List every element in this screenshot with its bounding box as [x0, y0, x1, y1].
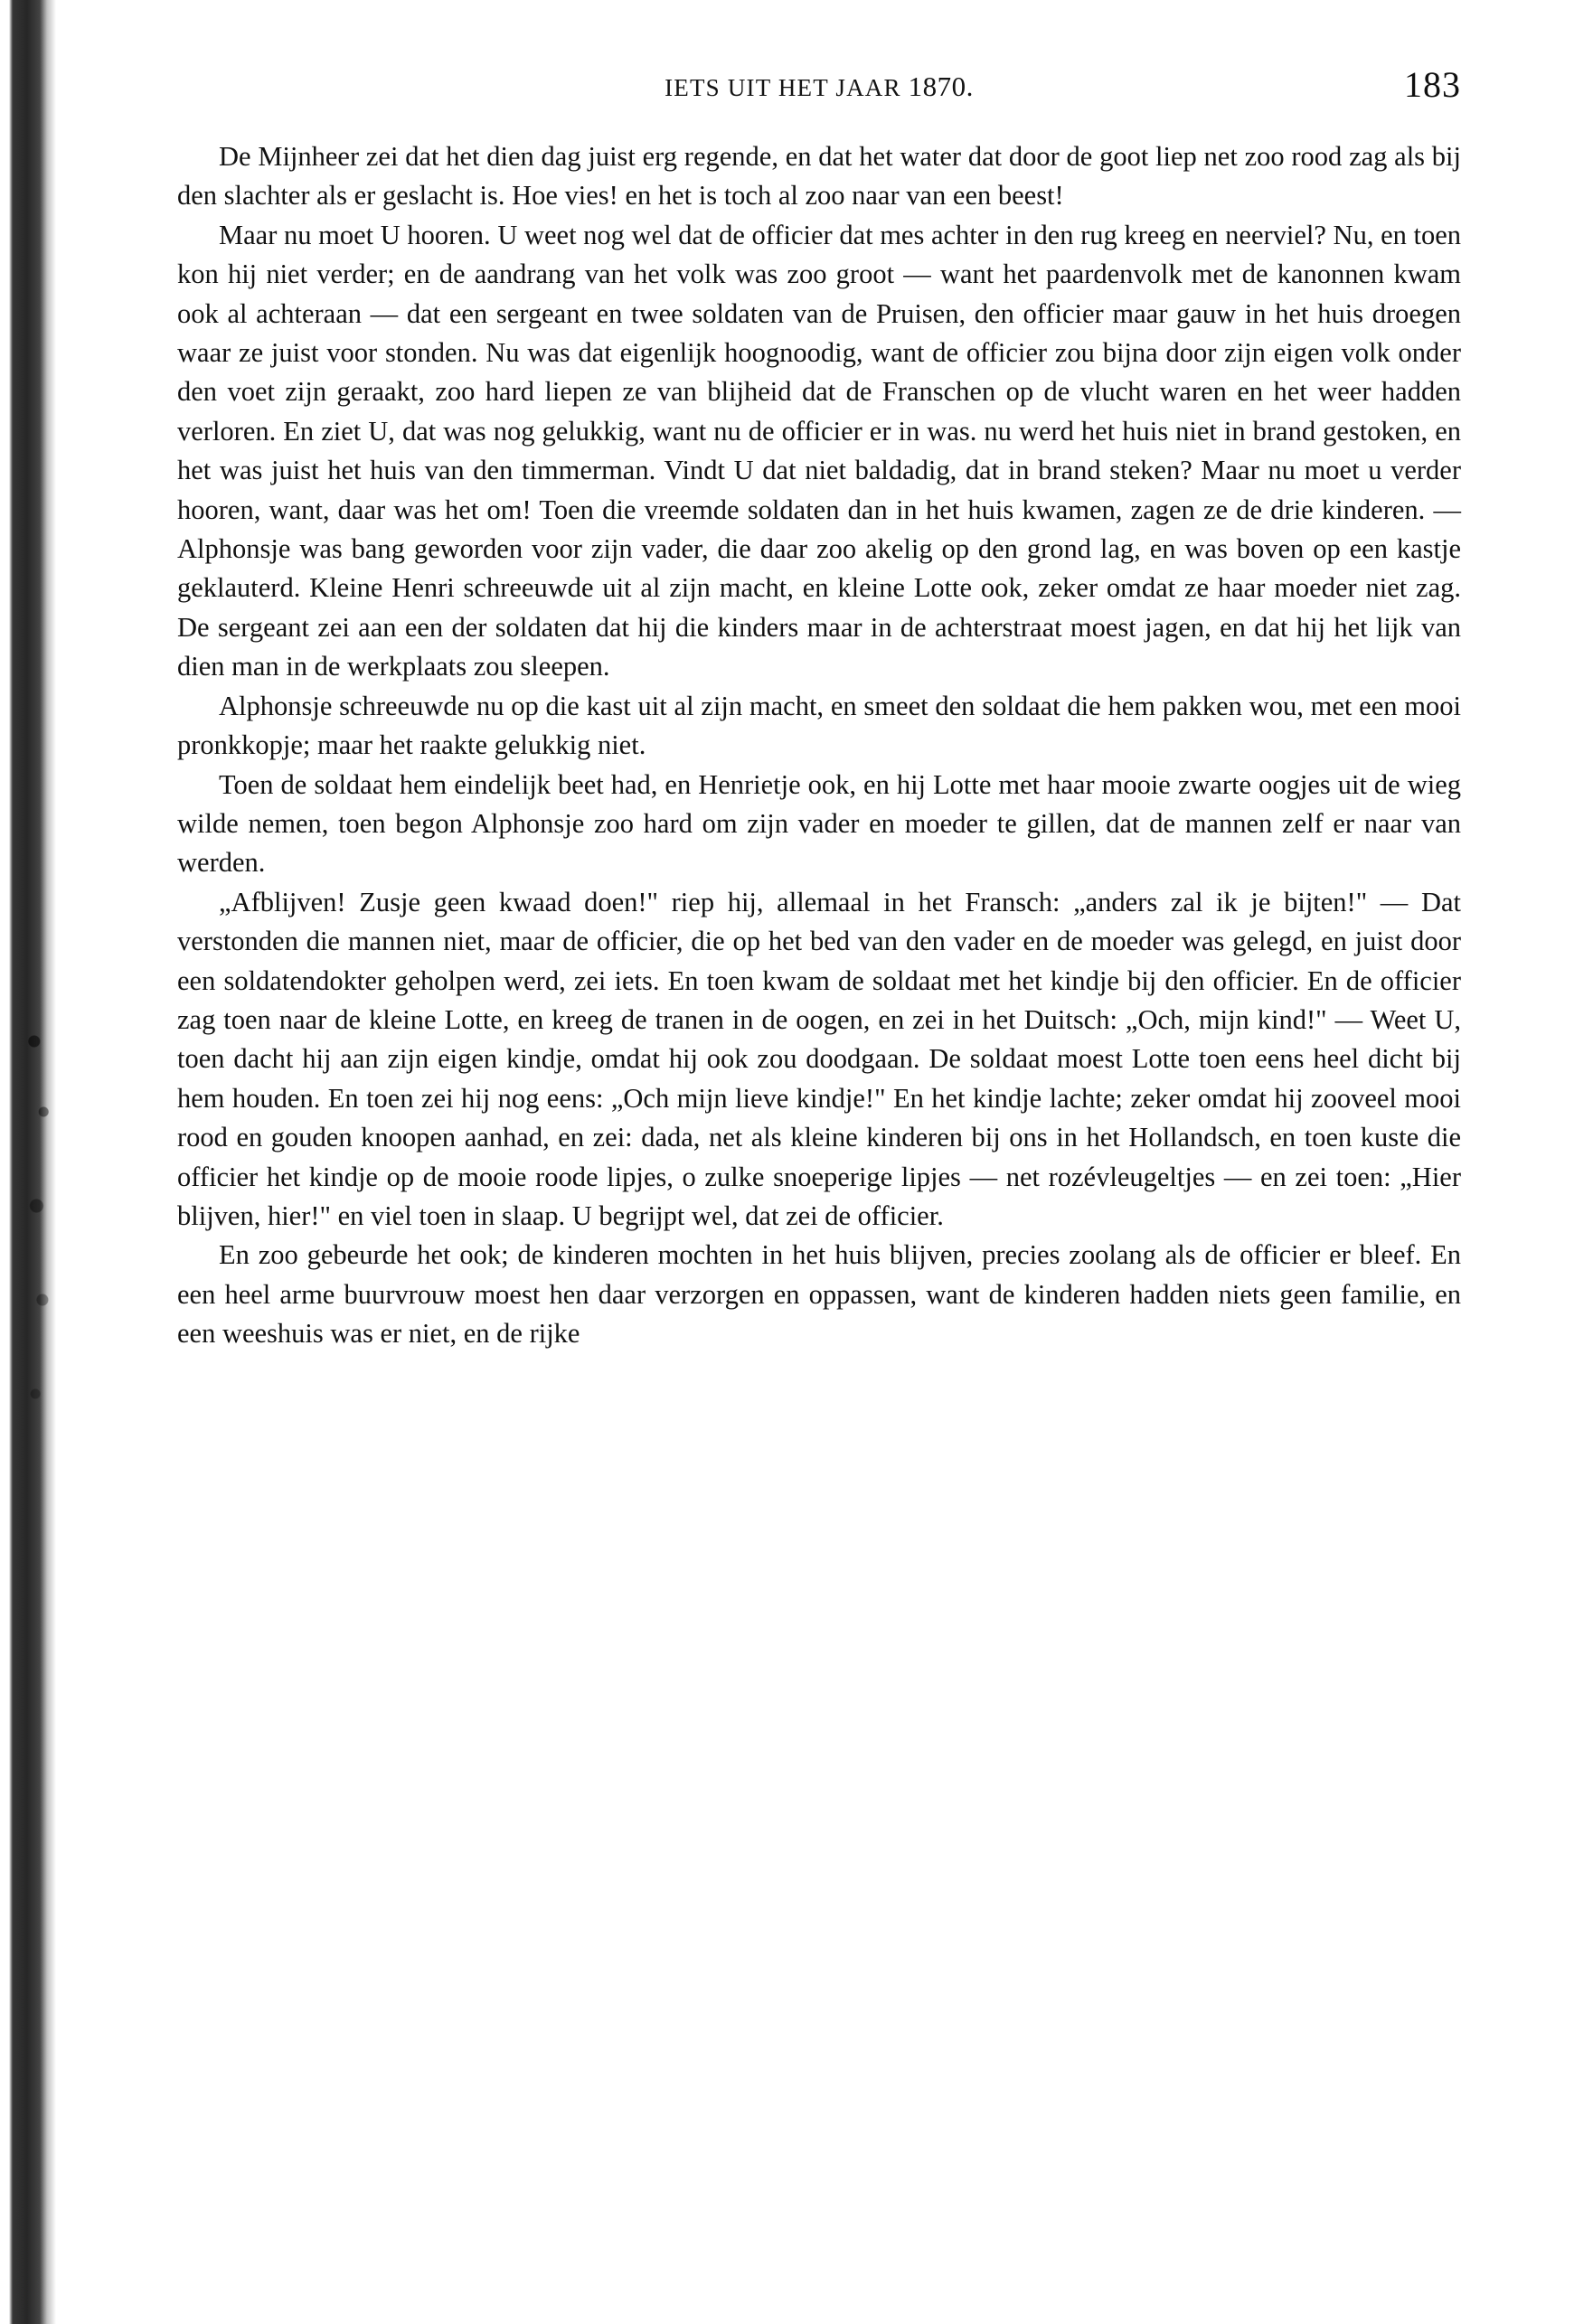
running-head-text: IETS UIT HET JAAR: [665, 74, 901, 101]
paragraph: Maar nu moet U hooren. U weet nog wel dat de officier dat mes achter in den rug kreeg en neerviel? Nu, en toen kon hij niet verder; en de aandrang van het volk was zoo groot — want het paardenvolk met de kanonnen kwam ook al achteraan — dat een sergeant en twee soldaten van de Pruisen, den officier maar gauw in het huis droegen waar ze juist voor stonden. Nu was dat eigenlijk hoognoodig, want de officier zou bijna door zijn eigen volk onder den voet zijn geraakt, zoo hard liepen ze van blijheid dat de Franschen op de vlucht waren en het weer hadden verloren. En ziet U, dat was nog gelukkig, want nu de officier er in was. nu werd het huis niet in brand gestoken, en het was juist het huis van den timmerman. Vindt U dat niet baldadig, dat in brand steken? Maar nu moet u verder hooren, want, daar was het om! Toen die vreemde soldaten dan in het huis kwamen, zagen ze de drie kinderen. — Alphonsje was bang geworden voor zijn vader, die daar zoo akelig op den grond lag, en was boven op een kastje geklauterd. Kleine Henri schreeuwde uit al zijn macht, en kleine Lotte ook, zeker omdat ze haar moeder niet zag. De sergeant zei aan een der soldaten dat hij die kinders maar in de achterstraat moest jagen, en dat hij het lijk van dien man in de werkplaats zou sleepen.: [177, 219, 1461, 682]
paragraph: „Afblijven! Zusje geen kwaad doen!" riep hij, allemaal in het Fransch: „anders zal ik je bijten!" — Dat verstonden die mannen niet, maar de officier, die op het bed van den vader en de moeder was gelegd, en juist door een soldatendokter geholpen werd, zei iets. En toen kwam de soldaat met het kindje bij den officier. En de officier zag toen naar de kleine Lotte, en kreeg de tranen in de oogen, en zei in het Duitsch: „Och, mijn kind!" — Weet U, toen dacht hij aan zijn eigen kindje, omdat hij ook zou doodgaan. De soldaat moest Lotte toen eens heel dicht bij hem houden. En toen zei hij nog eens: „Och mijn lieve kindje!" En het kindje lachte; zeker omdat hij zooveel mooi rood en gouden knoopen aanhad, en zei: dada, net als kleine kinderen bij ons in het Hollandsch, en toen kuste die officier het kindje op de mooie roode lipjes, o zulke snoeperige lipjes — net rozévleugeltjes — en zei toen: „Hier blijven, hier!" en viel toen in slaap. U begrijpt wel, dat zei de officier.: [177, 886, 1461, 1231]
paragraph: De Mijnheer zei dat het dien dag juist erg regende, en dat het water dat door de goot liep net zoo rood zag als bij den slachter als er geslacht is. Hoe vies! en het is toch al zoo naar van een beest!: [177, 141, 1461, 212]
running-head-year: 1870.: [908, 71, 974, 102]
page-content: [177, 64, 1461, 1354]
paragraph: Alphonsje schreeuwde nu op die kast uit al zijn macht, en smeet den soldaat die hem pakken wou, met een mooi pronkkopje; maar het raakte gelukkig niet.: [177, 690, 1461, 761]
running-head-title: [665, 71, 974, 103]
paragraph: Toen de soldaat hem eindelijk beet had, en Henrietje ook, en hij Lotte met haar mooie zwarte oogjes uit de wieg wilde nemen, toen begon Alphonsje zoo hard om zijn vader en moeder te gillen, dat de mannen zelf er naar van werden.: [177, 768, 1461, 879]
running-header: [177, 64, 1461, 127]
page-number: 183: [1404, 64, 1461, 105]
scan-edge-speckle: [27, 994, 51, 1464]
paragraph: En zoo gebeurde het ook; de kinderen mochten in het huis blijven, precies zoolang als de officier er bleef. En een heel arme buurvrouw moest hen daar verzorgen en oppassen, want de kinderen hadden niets geen familie, en een weeshuis was er niet, en de rijke: [177, 1239, 1461, 1350]
body-text: [177, 137, 1461, 1354]
